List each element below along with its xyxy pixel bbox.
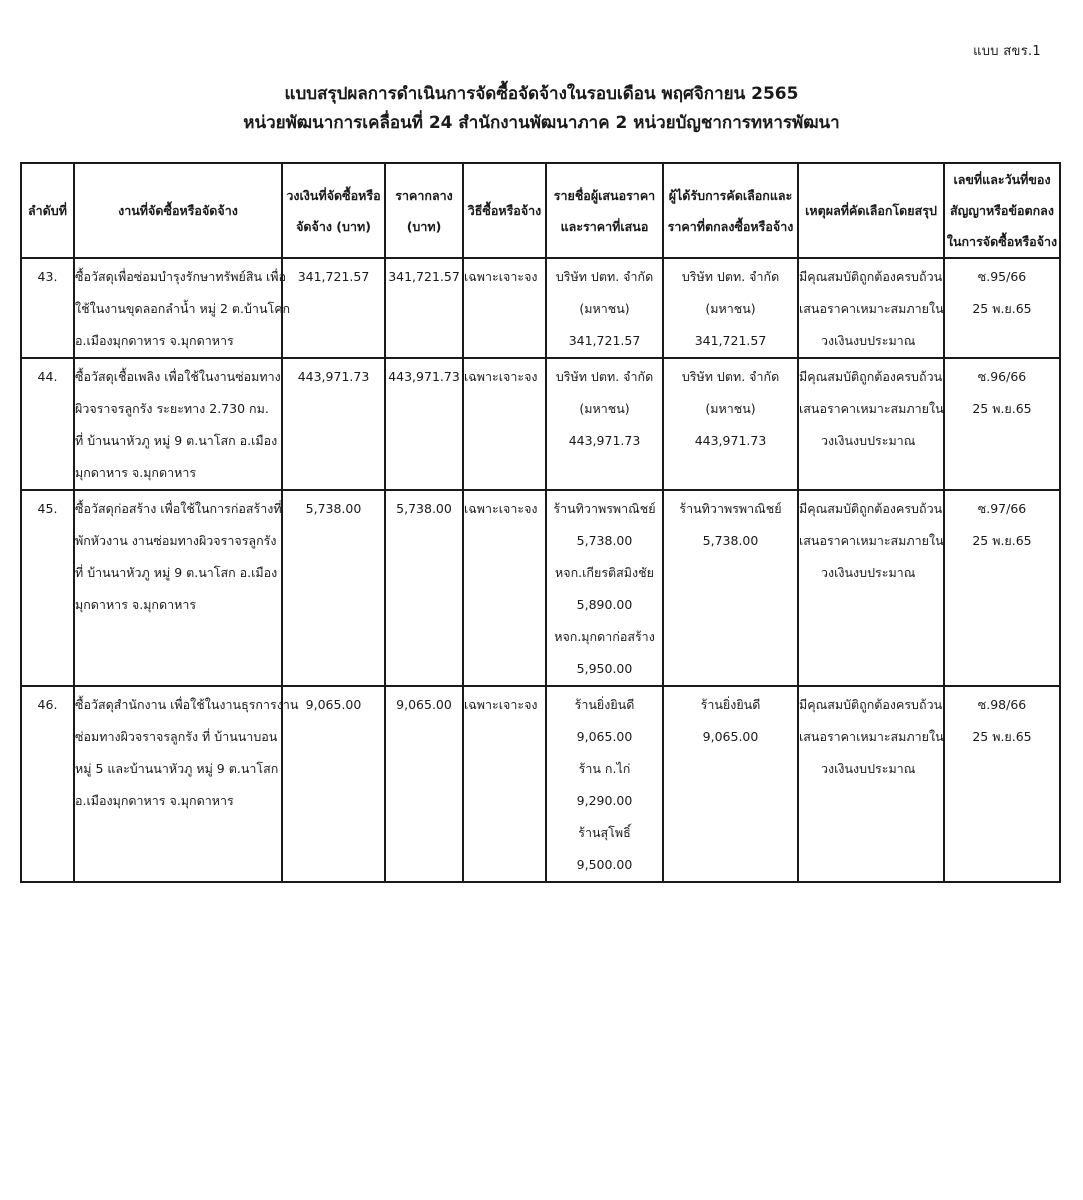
document-title: แบบสรุปผลการดำเนินการจัดซื้อจัดจ้างในรอบเดือน พฤศจิกายน 2565	[284, 84, 799, 104]
cell-method: เฉพาะเจาะจง	[463, 358, 546, 490]
cell-reason: มีคุณสมบัติถูกต้องครบถ้วน เสนอราคาเหมาะสมภายใน วงเงินงบประมาณ	[798, 358, 944, 490]
header-median-price: ราคากลาง (บาท)	[385, 163, 463, 258]
header-contract: เลขที่และวันที่ของ สัญญาหรือข้อตกลง ในการจัดซื้อหรือจ้าง	[944, 163, 1060, 258]
cell-bidders: บริษัท ปตท. จำกัด (มหาชน) 443,971.73	[546, 358, 663, 490]
cell-contract: ซ.96/66 25 พ.ย.65	[944, 358, 1060, 490]
cell-no: 43.	[21, 258, 74, 358]
cell-no: 44.	[21, 358, 74, 490]
header-work: งานที่จัดซื้อหรือจัดจ้าง	[74, 163, 282, 258]
cell-contract: ซ.98/66 25 พ.ย.65	[944, 686, 1060, 882]
cell-budget: 341,721.57	[282, 258, 385, 358]
cell-median-price: 9,065.00	[385, 686, 463, 882]
header-bidders: รายชื่อผู้เสนอราคา และราคาที่เสนอ	[546, 163, 663, 258]
cell-bidders: บริษัท ปตท. จำกัด (มหาชน) 341,721.57	[546, 258, 663, 358]
cell-bidders: ร้านยิ่งยินดี 9,065.00 ร้าน ก.ไก่ 9,290.00 ร้านสุโพธิ์ 9,500.00	[546, 686, 663, 882]
cell-work: ซื้อวัสดุเชื้อเพลิง เพื่อใช้ในงานซ่อมทาง ผิวจราจรลูกรัง ระยะทาง 2.730 กม. ที่ บ้านนาหัวภู หมู่ 9 ต.นาโสก อ.เมือง มุกดาหาร จ.มุกดาหาร	[74, 358, 282, 490]
header-selected: ผู้ได้รับการคัดเลือกและ ราคาที่ตกลงซื้อหรือจ้าง	[663, 163, 798, 258]
cell-selected: บริษัท ปตท. จำกัด (มหาชน) 341,721.57	[663, 258, 798, 358]
cell-median-price: 443,971.73	[385, 358, 463, 490]
cell-reason: มีคุณสมบัติถูกต้องครบถ้วน เสนอราคาเหมาะสมภายใน วงเงินงบประมาณ	[798, 490, 944, 686]
table-row	[21, 686, 1060, 882]
document-titles	[0, 80, 1083, 138]
cell-budget: 5,738.00	[282, 490, 385, 686]
cell-reason: มีคุณสมบัติถูกต้องครบถ้วน เสนอราคาเหมาะสมภายใน วงเงินงบประมาณ	[798, 258, 944, 358]
cell-work: ซื้อวัสดุเพื่อซ่อมบำรุงรักษาทรัพย์สิน เพื่อ ใช้ในงานขุดลอกลำน้ำ หมู่ 2 ต.บ้านโคก อ.เมืองมุกดาหาร จ.มุกดาหาร	[74, 258, 282, 358]
table-header-row	[21, 163, 1060, 258]
cell-work: ซื้อวัสดุสำนักงาน เพื่อใช้ในงานธุรการงาน ซ่อมทางผิวจราจรลูกรัง ที่ บ้านนาบอน หมู่ 5 และบ้านนาหัวภู หมู่ 9 ต.นาโสก อ.เมืองมุกดาหาร จ.มุกดาหาร	[74, 686, 282, 882]
cell-method: เฉพาะเจาะจง	[463, 490, 546, 686]
table-row	[21, 490, 1060, 686]
procurement-summary-table	[20, 162, 1061, 883]
cell-budget: 9,065.00	[282, 686, 385, 882]
header-no: ลำดับที่	[21, 163, 74, 258]
cell-selected: ร้านยิ่งยินดี 9,065.00	[663, 686, 798, 882]
cell-no: 45.	[21, 490, 74, 686]
cell-no: 46.	[21, 686, 74, 882]
table-row	[21, 258, 1060, 358]
document-subtitle: หน่วยพัฒนาการเคลื่อนที่ 24 สำนักงานพัฒนาภาค 2 หน่วยบัญชาการทหารพัฒนา	[243, 113, 840, 133]
cell-method: เฉพาะเจาะจง	[463, 258, 546, 358]
cell-budget: 443,971.73	[282, 358, 385, 490]
cell-bidders: ร้านทิวาพรพาณิชย์ 5,738.00 หจก.เกียรติสมิงชัย 5,890.00 หจก.มุกดาก่อสร้าง 5,950.00	[546, 490, 663, 686]
cell-work: ซื้อวัสดุก่อสร้าง เพื่อใช้ในการก่อสร้างที่ พักหัวงาน งานซ่อมทางผิวจราจรลูกรัง ที่ บ้านนาหัวภู หมู่ 9 ต.นาโสก อ.เมือง มุกดาหาร จ.มุกดาหาร	[74, 490, 282, 686]
header-reason: เหตุผลที่คัดเลือกโดยสรุป	[798, 163, 944, 258]
cell-median-price: 341,721.57	[385, 258, 463, 358]
cell-median-price: 5,738.00	[385, 490, 463, 686]
table-row	[21, 358, 1060, 490]
cell-selected: บริษัท ปตท. จำกัด (มหาชน) 443,971.73	[663, 358, 798, 490]
cell-method: เฉพาะเจาะจง	[463, 686, 546, 882]
form-code: แบบ สขร.1	[973, 44, 1041, 59]
header-budget: วงเงินที่จัดซื้อหรือ จัดจ้าง (บาท)	[282, 163, 385, 258]
cell-contract: ซ.95/66 25 พ.ย.65	[944, 258, 1060, 358]
cell-reason: มีคุณสมบัติถูกต้องครบถ้วน เสนอราคาเหมาะสมภายใน วงเงินงบประมาณ	[798, 686, 944, 882]
cell-selected: ร้านทิวาพรพาณิชย์ 5,738.00	[663, 490, 798, 686]
header-method: วิธีซื้อหรือจ้าง	[463, 163, 546, 258]
cell-contract: ซ.97/66 25 พ.ย.65	[944, 490, 1060, 686]
